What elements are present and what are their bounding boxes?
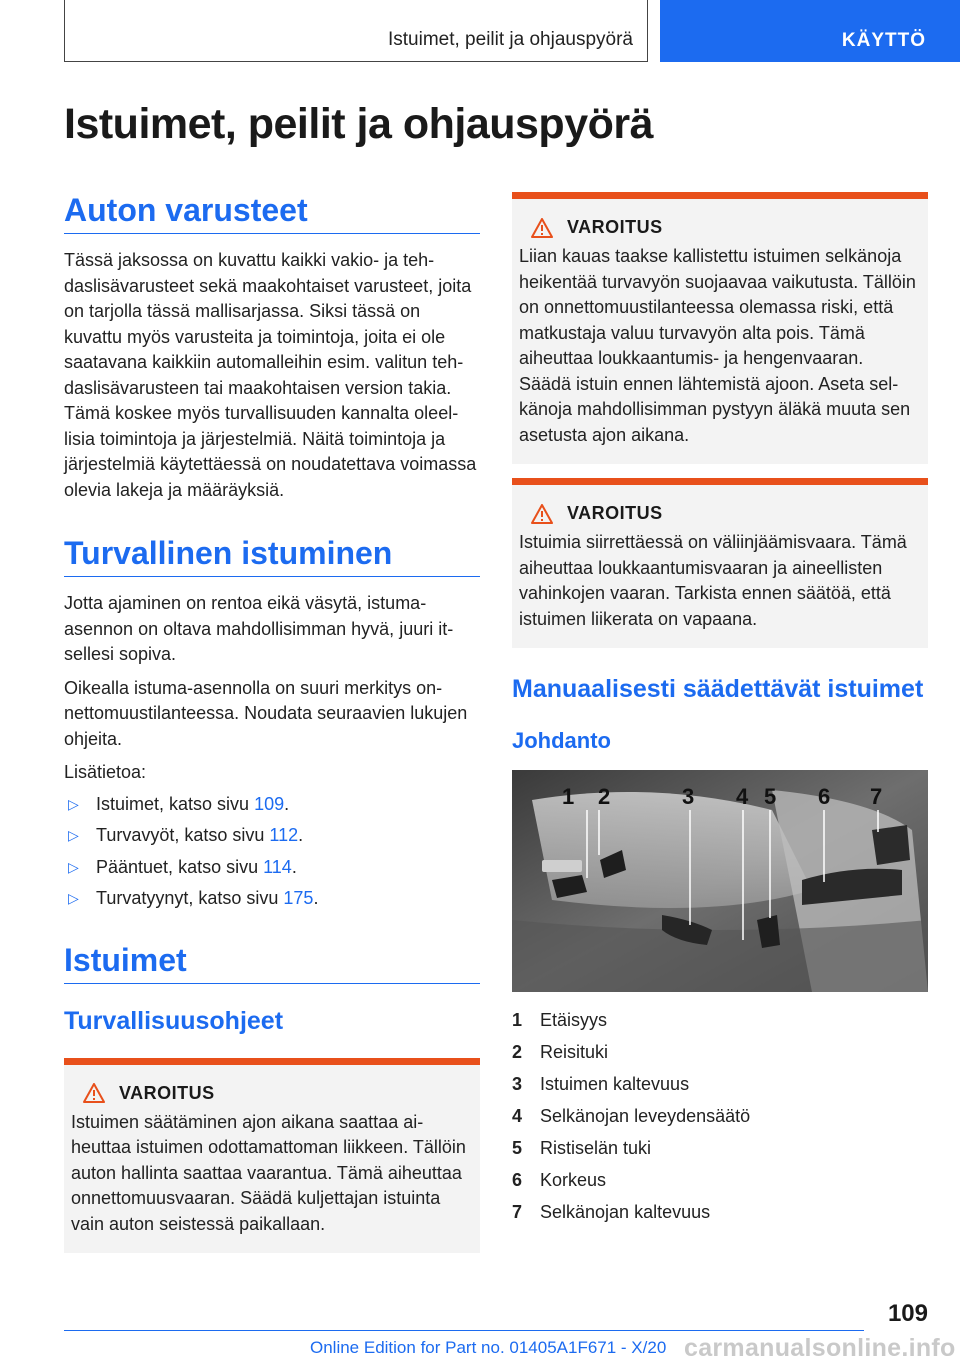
more-info-label: Lisätietoa: xyxy=(64,762,147,782)
triangle-bullet-icon: ▷ xyxy=(68,827,79,843)
warning-title: VAROITUS xyxy=(567,217,663,237)
list-item[interactable]: ▷ Turvatyynyt, katso sivu 175. xyxy=(64,886,480,912)
right-column xyxy=(512,192,928,1228)
page-link[interactable]: 114 xyxy=(263,856,292,877)
running-header xyxy=(64,0,648,62)
paragraph-sitting-1: Jotta ajaminen on rentoa eikä väsytä, istuma-asennon on oltava mahdollisimman hyvä, juuri itsellesi sopiva. xyxy=(64,593,454,664)
legend-row: 1 Etäisyys xyxy=(512,1010,608,1030)
warning-triangle-icon xyxy=(531,504,553,524)
page-link[interactable]: 112 xyxy=(269,825,299,845)
reference-list xyxy=(64,792,480,912)
warning-box-1 xyxy=(64,1058,480,1254)
page-title: Istuimet, peilit ja ohjauspyörä xyxy=(64,100,654,148)
heading-turvallinen-istuminen: Turvallinen istuminen xyxy=(64,535,480,577)
photo-label: 6 xyxy=(818,784,831,809)
warning-box-3 xyxy=(512,478,928,648)
chapter-label: KÄYTTÖ xyxy=(841,30,926,51)
warning-text: Istuimia siirrettäessä on väliinjäämisvaara. Tämä aiheuttaa loukkaantumisvaaran ja aineellisten vahinkojen vaaran. Tarkista ennen säätöä, että istuimen liikerata on vapaana. xyxy=(519,532,907,629)
heading-manual-seats: Manuaalisesti säädettävät istuimet xyxy=(512,675,924,703)
footer-divider xyxy=(64,1330,864,1331)
photo-label: 7 xyxy=(870,784,883,809)
legend-row: 3 Istuimen kaltevuus xyxy=(512,1074,690,1094)
watermark: carmanualsonline.info xyxy=(684,1334,956,1362)
header-section-title: Istuimet, peilit ja ohjauspyörä xyxy=(387,29,633,50)
legend-row: 5 Ristiselän tuki xyxy=(512,1138,652,1158)
warning-box-2 xyxy=(512,192,928,464)
triangle-bullet-icon: ▷ xyxy=(68,858,79,875)
paragraph-sitting-2: Oikealla istuma-asennolla on suuri merkitys onnettomuustilanteessa. Noudata seuraavien lukujen ohjeita. xyxy=(64,677,468,749)
left-column xyxy=(64,192,480,1253)
heading-istuimet: Istuimet xyxy=(64,942,480,984)
heading-johdanto: Johdanto xyxy=(512,728,611,753)
warning-title: VAROITUS xyxy=(119,1082,215,1103)
page-number: 109 xyxy=(887,1300,928,1327)
footer-edition: Online Edition for Part no. 01405A1F671 - X/20 xyxy=(310,1338,667,1357)
legend-row: 7 Selkänojan kaltevuus xyxy=(512,1202,711,1222)
list-item[interactable]: ▷ Turvavyöt, katso sivu 112. xyxy=(64,823,480,849)
triangle-bullet-icon: ▷ xyxy=(68,890,79,906)
warning-title: VAROITUS xyxy=(567,503,663,523)
legend-row: 4 Selkänojan leveydensäätö xyxy=(512,1106,751,1126)
photo-label: 4 xyxy=(736,784,749,809)
warning-triangle-icon xyxy=(531,218,553,238)
list-item[interactable]: ▷ Istuimet, katso sivu 109. xyxy=(64,792,480,818)
photo-label: 1 xyxy=(562,784,575,809)
seat-controls-photo xyxy=(512,770,928,992)
warning-triangle-icon xyxy=(83,1083,105,1103)
photo-label: 2 xyxy=(598,784,611,809)
warning-text: Istuimen säätäminen ajon aikana saattaa aiheuttaa istuimen odottamattoman liikkeen. Tällöin auton hallinta saattaa vaarantua. Tämä aiheuttaa onnettomuusvaaran. Säädä kuljettajan istuinta vain auton seistessä paikallaan. xyxy=(71,1111,466,1234)
photo-label: 3 xyxy=(682,784,695,809)
warning-text: Liian kauas taakse kallistettu istuimen selkänoja heikentää turvavyön suojaavaa vaikutusta. Tällöin on onnettomuustilanteessa olemassa riski, että matkustaja valuu turvavyön alta pois. Tämä aiheuttaa loukkaantumis- ja hengenvaaran. Säädä istuin ennen lähtemistä ajoon. Aseta selkänoja mahdollisimman pystyyn äläkä muuta sen asetusta ajon aikana. xyxy=(519,246,916,445)
page-link[interactable]: 175 xyxy=(283,888,314,908)
list-item[interactable]: ▷ Pääntuet, katso sivu 114. xyxy=(64,855,480,881)
heading-auton-varusteet: Auton varusteet xyxy=(64,192,480,234)
triangle-bullet-icon: ▷ xyxy=(68,795,79,812)
heading-turvallisuusohjeet: Turvallisuusohjeet xyxy=(64,1006,284,1035)
paragraph-equipment: Tässä jaksossa on kuvattu kaikki vakio- ja tehdaslisävarusteet sekä maakohtaiset varusteet, joita on tarjolla tässä mallisarjassa. Siksi tässä on kuvattu myös varusteita ja toimintoja, joita ei ole saatavana kaikkiin automalleihin esim. valitun tehdaslisävarusteen tai maakohtaisen version takia. Tämä koskee myös turvallisuuden kannalta oleellisia toimintoja ja järjestelmiä. Näitä toimintoja ja järjestelmiä käytettäessä on noudatettava voimassa olevia lakeja ja määräyksiä. xyxy=(64,250,477,500)
page-link[interactable]: 109 xyxy=(254,793,285,814)
legend-row: 2 Reisituki xyxy=(512,1042,609,1062)
photo-label: 5 xyxy=(764,784,777,809)
chapter-tab xyxy=(660,0,960,62)
legend xyxy=(512,1004,928,1228)
legend-row: 6 Korkeus xyxy=(512,1170,607,1190)
